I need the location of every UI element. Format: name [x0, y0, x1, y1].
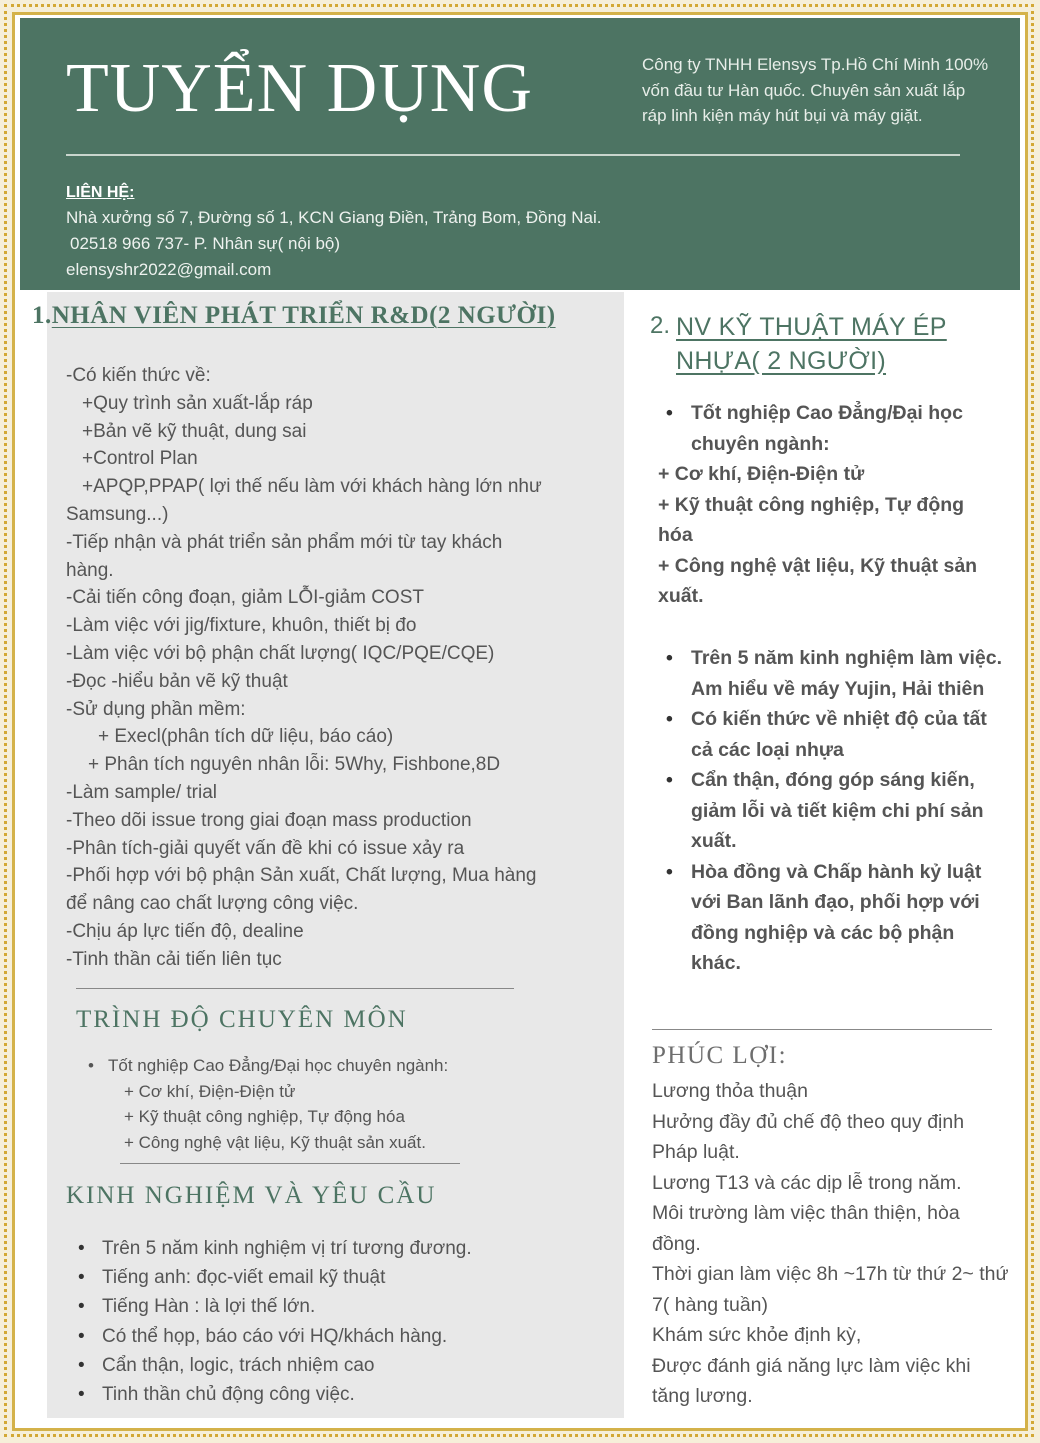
list-item: -Cải tiến công đoạn, giảm LỖI-giảm COST [66, 587, 424, 609]
section-divider [76, 988, 514, 989]
list-item: Hưởng đầy đủ chế độ theo quy định Pháp luật. [652, 1110, 965, 1163]
section1-number: 1. [32, 302, 52, 329]
list-item: hàng. [66, 559, 114, 581]
experience-heading: KINH NGHIỆM VÀ YÊU CẦU [66, 1182, 437, 1209]
section1-title-text: NHÂN VIÊN PHÁT TRIỂN R&D(2 NGƯỜI) [51, 302, 556, 329]
page-title: TUYỂN DỤNG [66, 50, 533, 127]
list-item: + Công nghệ vật liệu, Kỹ thuật sản xuất. [658, 554, 978, 607]
list-item: Thời gian làm việc 8h ~17h từ thứ 2~ thứ 7( hàng tuần) [652, 1263, 1009, 1316]
list-item: • Trên 5 năm kinh nghiệm làm việc. Am hiểu về máy Yujin, Hải thiên [654, 643, 1004, 704]
list-item: -Phối hợp với bộ phận Sản xuất, Chất lượng, Mua hàng [66, 865, 537, 887]
list-item: -Đọc -hiểu bản vẽ kỹ thuật [66, 670, 288, 692]
section-divider [652, 1029, 992, 1030]
list-item: -Tiếp nhận và phát triển sản phẩm mới từ tay khách [66, 531, 503, 553]
contact-address: Nhà xưởng số 7, Đường số 1, KCN Giang Điền, Trảng Bom, Đồng Nai. [66, 208, 602, 227]
list-item: • Có thể họp, báo cáo với HQ/khách hàng. [78, 1322, 618, 1351]
benefits-heading: PHÚC LỢI: [652, 1042, 788, 1069]
qualification-list [88, 1053, 588, 1155]
qualification-heading: TRÌNH ĐỘ CHUYÊN MÔN [76, 1006, 408, 1033]
list-item: + Kỹ thuật công nghiệp, Tự động hóa [658, 493, 965, 546]
list-item: + Cơ khí, Điện-Điện tử [658, 463, 865, 485]
section2-number: 2. [650, 312, 671, 339]
list-item: • Tiếng anh: đọc-viết email kỹ thuật [78, 1263, 618, 1292]
section2-education [654, 398, 1004, 612]
experience-list [78, 1234, 618, 1409]
list-item: • Tốt nghiệp Cao Đẳng/Đại học chuyên ngành: [88, 1053, 588, 1079]
list-item: -Tinh thần cải tiến liên tục [66, 948, 282, 970]
list-item: -Sử dụng phần mềm: [66, 698, 246, 720]
list-item: -Làm sample/ trial [66, 781, 217, 803]
header-banner [20, 18, 1020, 290]
list-item: -Theo dõi issue trong giai đoạn mass production [66, 809, 472, 831]
contact-phone: 02518 966 737- P. Nhân sự( nội bộ) [70, 234, 341, 253]
list-item: + Phân tích nguyên nhân lỗi: 5Why, Fishbone,8D [88, 754, 501, 776]
list-item: + Công nghệ vật liệu, Kỹ thuật sản xuất. [124, 1132, 426, 1152]
company-description: Công ty TNHH Elensys Tp.Hồ Chí Minh 100% vốn đầu tư Hàn quốc. Chuyên sản xuất lắp ráp linh kiện máy hút bụi và máy giặt. [642, 55, 989, 125]
list-item: • Cẩn thận, logic, trách nhiệm cao [78, 1351, 618, 1380]
list-item: Samsung...) [66, 503, 169, 525]
list-item: +APQP,PPAP( lợi thế nếu làm với khách hàng lớn như [82, 476, 542, 498]
section1-requirements [66, 362, 606, 974]
list-item: • Cẩn thận, đóng góp sáng kiến, giảm lỗi và tiết kiệm chi phí sản xuất. [654, 765, 1004, 857]
list-item: +Quy trình sản xuất-lắp ráp [82, 392, 313, 414]
list-item: + Cơ khí, Điện-Điện tử [124, 1081, 296, 1101]
header-divider [66, 154, 960, 156]
list-item: để nâng cao chất lượng công việc. [66, 893, 359, 915]
list-item: +Control Plan [82, 448, 198, 470]
list-item: +Bản vẽ kỹ thuật, dung sai [82, 420, 307, 442]
section2-title: NV KỸ THUẬT MÁY ÉP NHỰA( 2 NGƯỜI) [676, 313, 947, 375]
contact-email[interactable]: elensyshr2022@gmail.com [66, 260, 272, 279]
list-item: Lương thỏa thuận [652, 1080, 808, 1102]
list-item: Được đánh giá năng lực làm việc khi tăng lương. [652, 1354, 971, 1407]
list-item: -Chịu áp lực tiến độ, dealine [66, 920, 304, 942]
list-item: • Tốt nghiệp Cao Đẳng/Đại học chuyên ngành: [654, 398, 1004, 459]
list-item: • Hòa đồng và Chấp hành kỷ luật với Ban lãnh đạo, phối hợp với đồng nghiệp và các bộ phận khác. [654, 857, 1004, 979]
list-item: -Có kiến thức về: [66, 365, 211, 386]
list-item: Lương T13 và các dịp lễ trong năm. [652, 1171, 962, 1194]
list-item: -Phân tích-giải quyết vấn đề khi có issue xảy ra [66, 837, 465, 859]
list-item: -Làm việc với jig/fixture, khuôn, thiết bị đo [66, 615, 417, 637]
list-item: -Làm việc với bộ phận chất lượng( IQC/PQE/CQE) [66, 642, 495, 664]
benefits-list [652, 1076, 1012, 1412]
section1-title [32, 302, 556, 330]
list-item: • Tiếng Hàn : là lợi thế lớn. [78, 1292, 618, 1321]
list-item: • Có kiến thức về nhiệt độ của tất cả các loại nhựa [654, 704, 1004, 765]
list-item: Môi trường làm việc thân thiện, hòa đồng. [652, 1202, 960, 1255]
list-item: • Trên 5 năm kinh nghiệm vị trí tương đương. [78, 1234, 618, 1263]
section-divider [120, 1163, 460, 1164]
list-item: Khám sức khỏe định kỳ, [652, 1324, 862, 1346]
section2-skills [654, 643, 1004, 979]
list-item: • Tinh thần chủ động công việc. [78, 1380, 618, 1409]
list-item: + Kỹ thuật công nghiệp, Tự động hóa [124, 1107, 405, 1126]
contact-label: LIÊN HỆ: [66, 184, 135, 201]
list-item: + Execl(phân tích dữ liệu, báo cáo) [98, 726, 394, 748]
